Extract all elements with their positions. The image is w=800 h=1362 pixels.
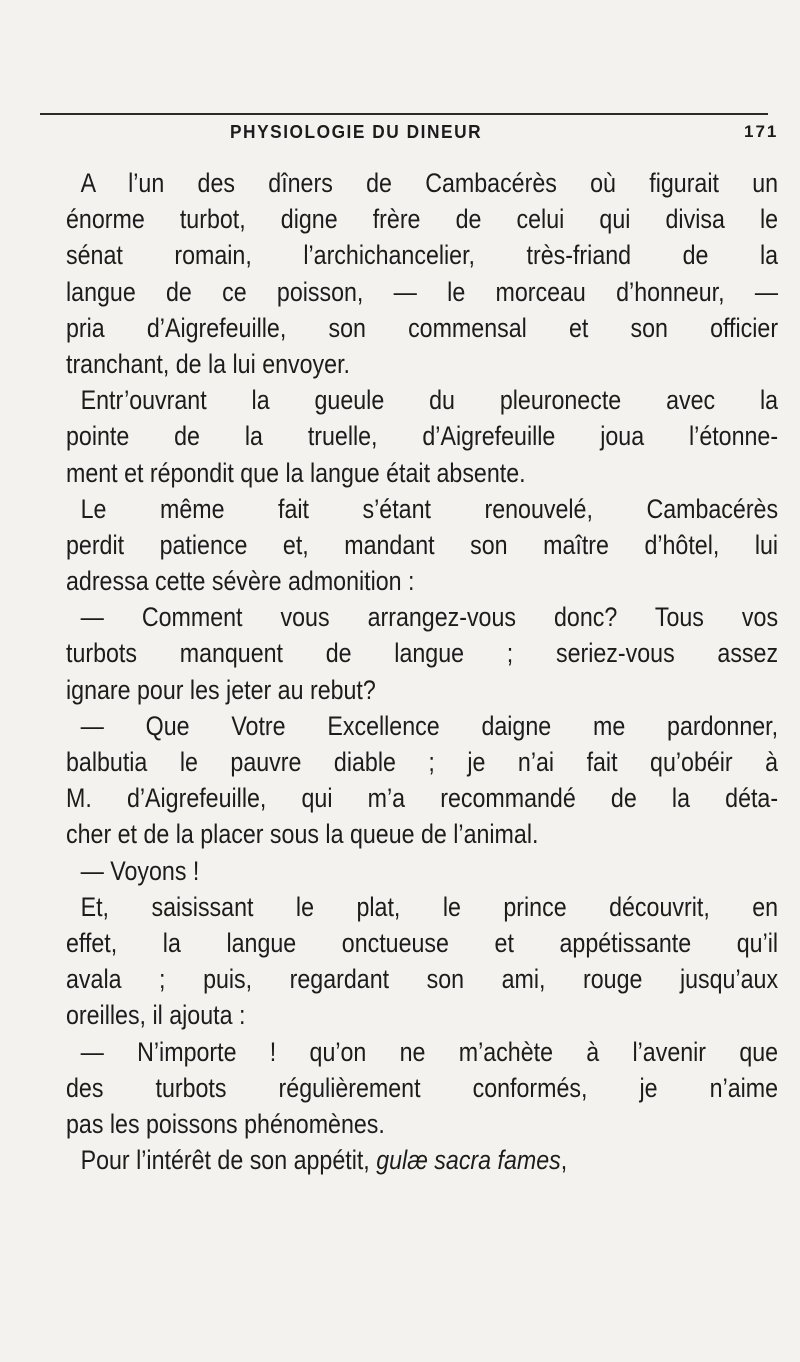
text-line: sénat romain, l’archichancelier, très-friand de la [66,240,779,271]
text-line: pointe de la truelle, d’Aigrefeuille joua l’étonne- [66,421,779,452]
text-line: Le même fait s’étant renouvelé, Cambacérès [80,493,779,524]
text-line: perdit patience et, mandant son maître d’hôtel, lui [66,529,779,560]
running-title: PHYSIOLOGIE DU DINEUR [230,122,483,142]
header-rule [40,113,768,115]
text-line: tranchant, de la lui envoyer. [66,348,350,379]
text-line-last [66,1142,678,1178]
text-line: Et, saisissant le plat, le prince découvrit, en [80,891,779,922]
text-line: — Comment vous arrangez-vous donc? Tous vos [80,602,779,633]
text-line: des turbots régulièrement conformés, je n’aime [66,1072,779,1103]
latin-phrase: gulæ sacra fames [376,1145,561,1176]
text-line: A l’un des dîners de Cambacérès où figurait un [80,168,779,198]
text-line: pas les poissons phénomènes. [66,1108,385,1139]
text-line: adressa cette sévère admonition : [66,566,415,597]
text-line: — Voyons ! [80,855,200,886]
text-line: — N’importe ! qu’on ne m’achète à l’avenir que [80,1036,779,1067]
text-line: turbots manquent de langue ; seriez-vous assez [66,638,779,669]
text-line: pria d’Aigrefeuille, son commensal et son officier [66,312,779,343]
text-line: oreilles, il ajouta : [66,1000,246,1031]
text-line: effet, la langue onctueuse et appétissante qu’il [66,927,779,958]
text-line: langue de ce poisson, — le morceau d’honneur, — [66,276,779,307]
text-line: avala ; puis, regardant son ami, rouge jusqu’aux [66,964,779,995]
text-line: M. d’Aigrefeuille, qui m’a recommandé de la déta- [66,783,779,814]
text-line: cher et de la placer sous la queue de l’animal. [66,819,539,850]
page-number: 171 [744,122,779,141]
text-line: ignare pour les jeter au rebut? [66,674,376,705]
last-line-roman: Pour l’intérêt de son appétit, [80,1145,377,1176]
text-line: ment et répondit que la langue était absente. [66,457,526,488]
body-text [66,165,778,1178]
last-line-punct: , [560,1145,568,1176]
text-line: — Que Votre Excellence daigne me pardonner, [80,710,779,741]
text-line: énorme turbot, digne frère de celui qui divisa le [66,204,779,235]
text-line: balbutia le pauvre diable ; je n’ai fait qu’obéir à [66,747,779,777]
text-line: Entr’ouvrant la gueule du pleuronecte avec la [80,385,779,416]
